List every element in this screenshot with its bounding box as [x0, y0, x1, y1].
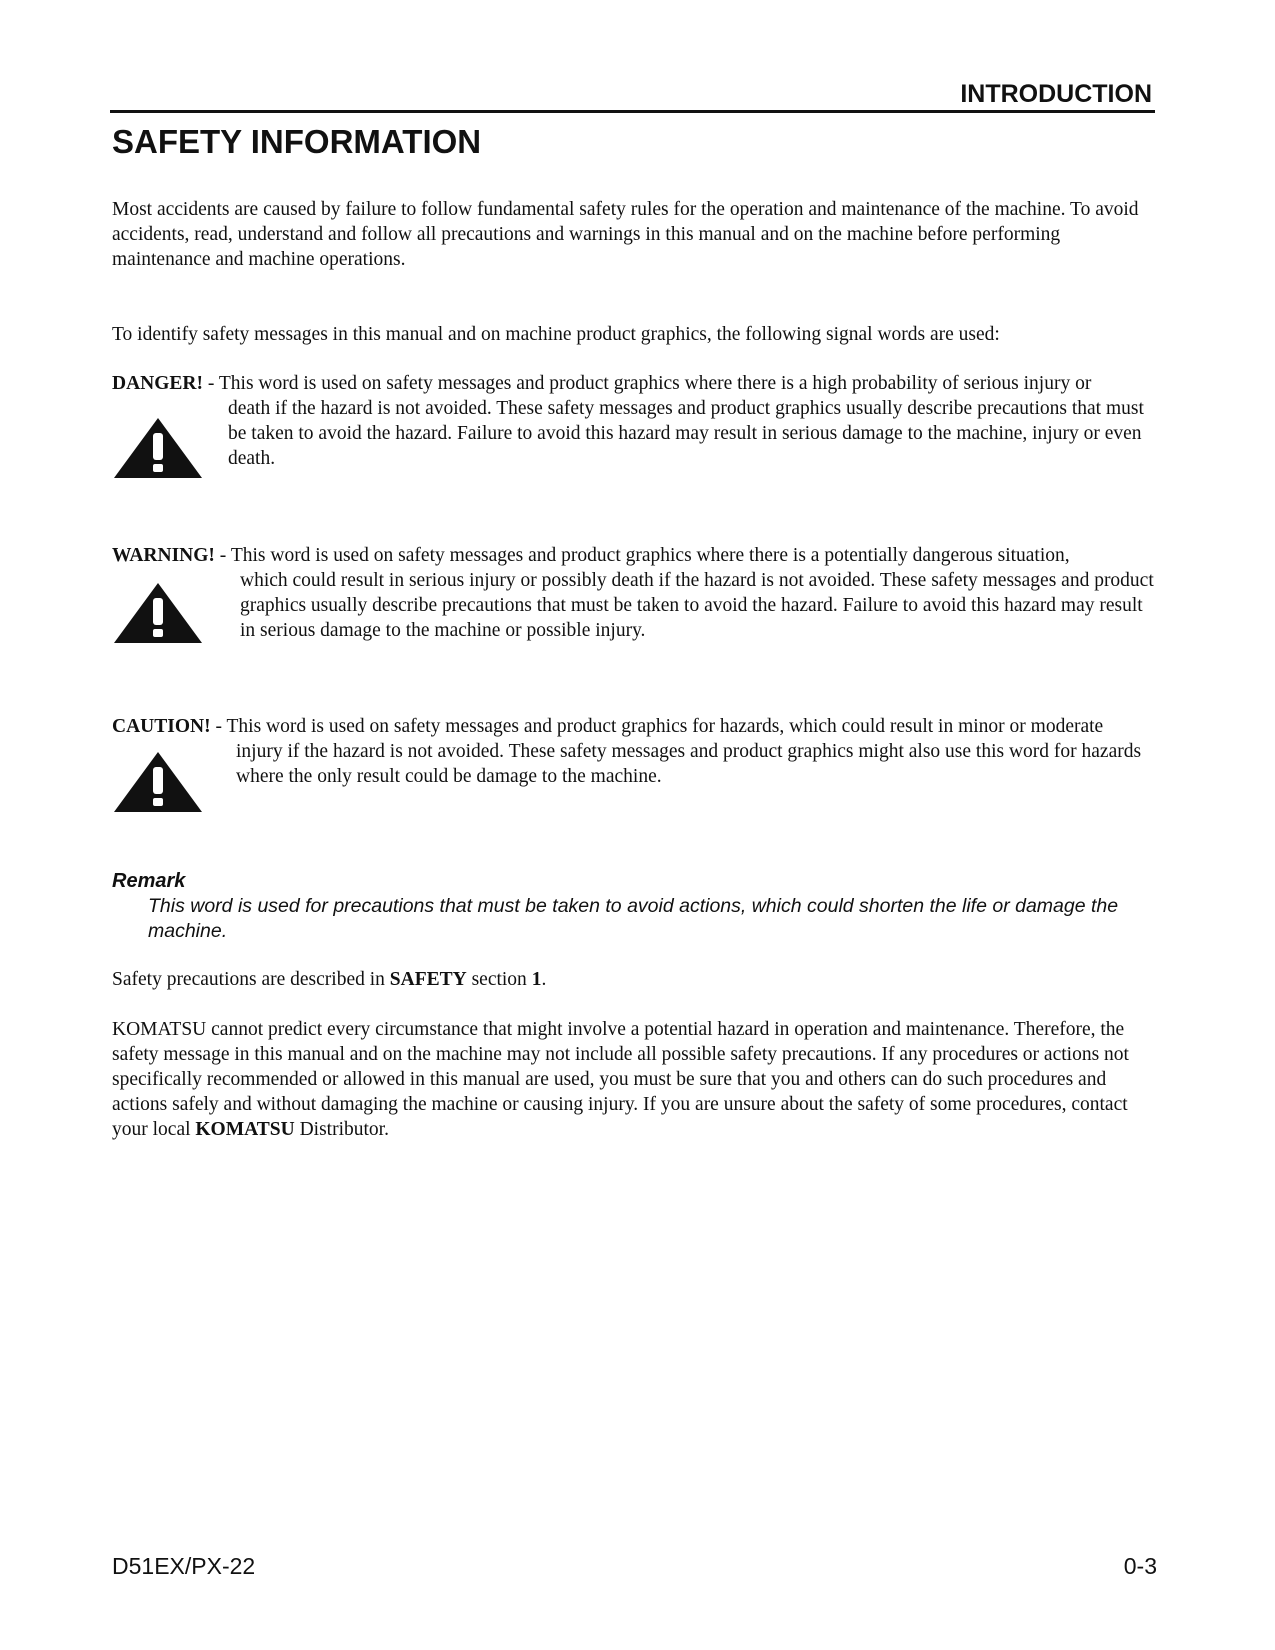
caution-signal-word: CAUTION! — [112, 716, 211, 737]
danger-description: death if the hazard is not avoided. These safety messages and product graphics usually describe precautions that must be taken to avoid the hazard. Failure to avoid this hazard may result in serious damage to the machine, injury or even death. — [228, 398, 1144, 469]
danger-description-start: - This word is used on safety messages and product graphics where there is a high probability of serious injury or — [207, 373, 1092, 394]
warning-signal-word: WARNING! — [112, 545, 215, 566]
warning-triangle-icon — [112, 581, 204, 645]
caution-description: injury if the hazard is not avoided. These safety messages and product graphics might also use this word for hazards where the only result could be damage to the machine. — [236, 741, 1142, 787]
safety-section-name: SAFETY — [389, 969, 467, 990]
caution-description-start: - This word is used on safety messages and product graphics for hazards, which could result in minor or moderate — [215, 716, 1104, 737]
remark-text: This word is used for precautions that must be taken to avoid actions, which could shorten the life or damage the machine. — [148, 895, 1119, 942]
intro-paragraph: Most accidents are caused by failure to follow fundamental safety rules for the operation and maintenance of the machine. To avoid accidents, read, understand and follow all precautions and warnings in this manual and on the machine before performing maintenance and machine operations. — [112, 199, 1139, 270]
disclaimer-paragraph — [112, 1017, 1157, 1142]
disclaimer-text: KOMATSU cannot predict every circumstance that might involve a potential hazard in operation and maintenance. Therefore, the safety message in this manual and on the machine may not include all possible safety precautions. If any procedures or actions not specifically recommended or allowed in this manual are used, you must be sure that you and others can do such procedures and actions safely and without damaging the machine or causing injury. If you are unsure about the safety of some procedures, contact your local — [112, 1019, 1129, 1140]
footer-page-number: 0-3 — [1123, 1553, 1157, 1579]
page-title: SAFETY INFORMATION — [112, 123, 482, 160]
footer-model: D51EX/PX-22 — [112, 1553, 256, 1579]
safety-ref-middle: section — [466, 969, 532, 990]
caution-first-line — [112, 714, 1157, 739]
caution-block — [112, 714, 1157, 789]
warning-triangle-icon — [112, 416, 204, 480]
disclaimer-suffix: Distributor. — [294, 1119, 389, 1140]
signal-words-intro: To identify safety messages in this manual and on machine product graphics, the following signal words are used: — [112, 324, 1000, 345]
danger-block — [112, 371, 1157, 471]
remark-label: Remark — [112, 870, 186, 892]
disclaimer-brand: KOMATSU — [195, 1119, 295, 1140]
danger-signal-word: DANGER! — [112, 373, 203, 394]
warning-first-line — [112, 543, 1157, 568]
section-header: INTRODUCTION — [960, 80, 1152, 108]
danger-first-line — [112, 371, 1157, 396]
safety-reference — [112, 967, 1157, 992]
warning-block — [112, 543, 1157, 643]
warning-description: which could result in serious injury or possibly death if the hazard is not avoided. These safety messages and product graphics usually describe precautions that must be taken to avoid the hazard. Failure to avoid this hazard may result in serious damage to the machine or possible injury. — [240, 570, 1154, 641]
safety-ref-prefix: Safety precautions are described in — [112, 969, 390, 990]
warning-triangle-icon — [112, 750, 204, 814]
warning-description-start: - This word is used on safety messages and product graphics where there is a potentially dangerous situation, — [219, 545, 1070, 566]
safety-section-number: 1 — [531, 969, 542, 990]
header-rule — [110, 110, 1155, 113]
safety-ref-suffix: . — [541, 969, 547, 990]
